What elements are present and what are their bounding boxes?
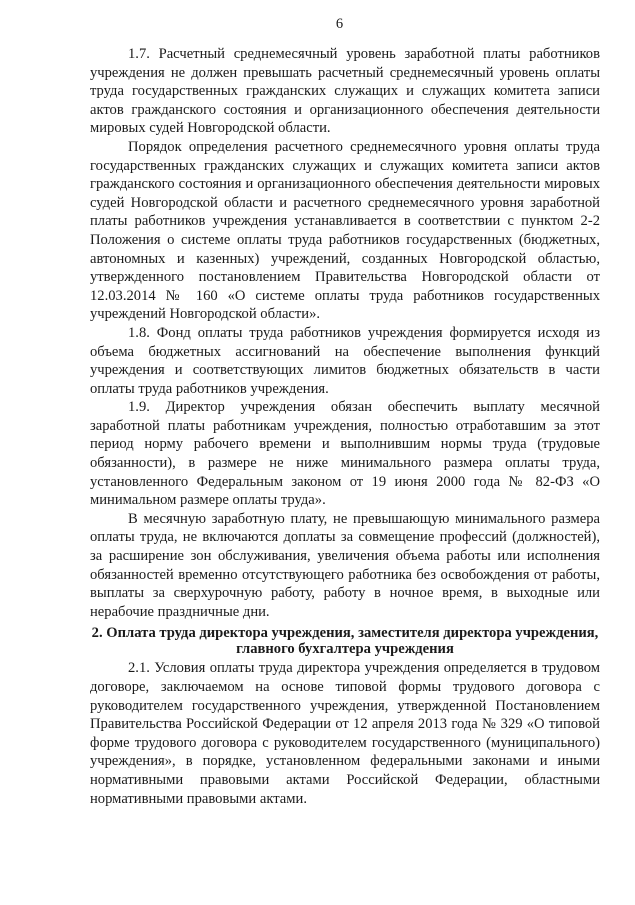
page-number: 6 [335, 16, 344, 32]
section-2-heading: 2. Оплата труда директора учреждения, заместителя директора учреждения, главного бухгалтера учреждения [91, 625, 599, 658]
paragraph-monthly-pay: В месячную заработную плату, не превышающую минимального размера оплаты труда, не включаются доплаты за совмещение профессий (должностей), за расширение зон обслуживания, увеличения объема работы или исполнения обязанностей временно отсутствующего работника без освобождения от работы, выплаты за сверхурочную работу, работу в ночное время, в выходные или нерабочие праздничные дни. [90, 510, 600, 620]
paragraph-procedure: Порядок определения расчетного среднемесячного уровня оплаты труда государственных гражданских служащих и служащих комитета записи актов гражданского состояния и организационного обеспечения деятельности мировых судей Новгородской области и расчетного среднемесячного уровня заработной платы работников учреждения устанавливается в соответствии с пунктом 2-2 Положения о системе оплаты труда работников государственных (бюджетных, автономных и казенных) учреждений, созданных Новгородской областью, утвержденного постановлением Правительства Новгородской области от 12.03.2014 № 160 «О системе оплаты труда работников государственных учреждений Новгородской области». [90, 138, 600, 323]
paragraph-2-1: 2.1. Условия оплаты труда директора учреждения определяется в трудовом договоре, заключаемом на основе типовой формы трудового договора с руководителем государственного учреждения, утвержденной Постановлением Правительства Российской Федерации от 12 апреля 2013 года № 329 «О типовой форме трудового договора с руководителем государственного (муниципального) учреждения», в порядке, установленном федеральными законами и иными нормативными правовыми актами Российской Федерации, областными нормативными правовыми актами. [90, 660, 600, 807]
paragraph-1-8: 1.8. Фонд оплаты труда работников учреждения формируется исходя из объема бюджетных ассигнований на обеспечение выполнения функций учреждения и соответствующих лимитов бюджетных обязательств в части оплаты труда работников учреждения. [90, 324, 600, 397]
paragraph-1-9: 1.9. Директор учреждения обязан обеспечить выплату месячной заработной платы работникам учреждения, полностью отработавшим за этот период норму рабочего времени и выполнившим нормы труда (трудовые обязанности), в размере не ниже минимального размера оплаты труда, установленного Федеральным законом от 19 июня 2000 года № 82-ФЗ «О минимальном размере оплаты труда». [90, 399, 600, 509]
document-body [90, 45, 600, 808]
paragraph-1-7: 1.7. Расчетный среднемесячный уровень заработной платы работников учреждения не должен превышать расчетный среднемесячный уровень оплаты труда государственных гражданских служащих и служащих комитета записи актов гражданского состояния и организационного обеспечения деятельности мировых судей Новгородской области. [90, 46, 600, 137]
